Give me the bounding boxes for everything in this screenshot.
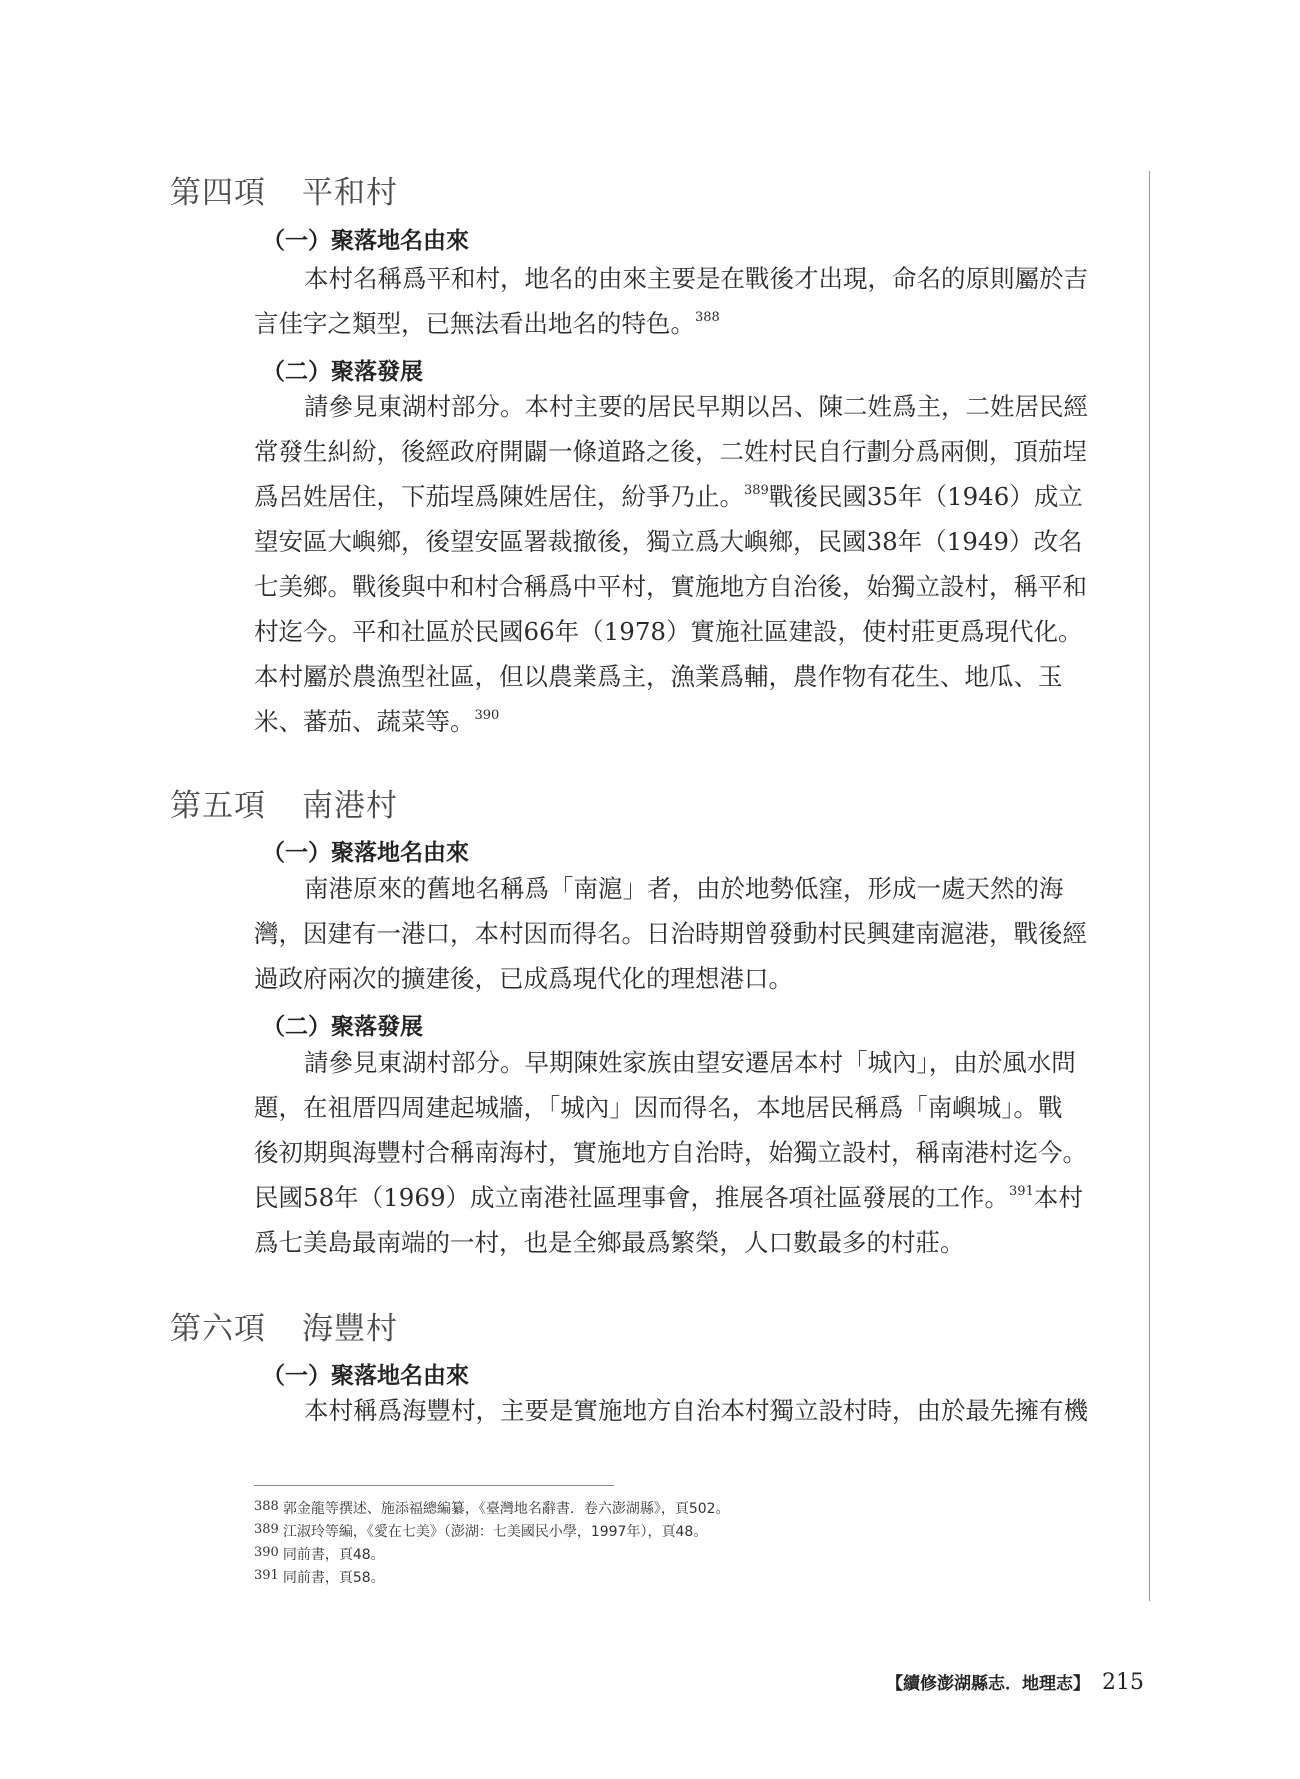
footnote: [254, 1521, 730, 1544]
text-line: 本村屬於農漁型社區，但以農業爲主，漁業爲輔，農作物有花生、地瓜、玉: [254, 662, 1063, 691]
footnote-text: 同前書，頁58。: [282, 1570, 385, 1586]
footnote: [254, 1498, 730, 1521]
section-number: 第六項: [170, 1311, 266, 1347]
section-number: 第四項: [170, 175, 266, 211]
footnote-ref: 388: [695, 310, 720, 325]
footnote-number: 388: [254, 1499, 279, 1514]
text-line: 民國58年（1969）成立南港社區理事會，推展各項社區發展的工作。$^{391}$本村: [254, 1183, 1083, 1212]
text-line: 請參見東湖村部分。本村主要的居民早期以呂、陳二姓爲主，二姓居民經: [304, 392, 1088, 421]
footnote: [254, 1567, 730, 1590]
subsection-heading: （一）聚落地名由來: [262, 839, 469, 866]
margin-rule: [1149, 171, 1150, 1601]
subsection-heading: （一）聚落地名由來: [262, 1362, 469, 1389]
section-title-5: [170, 780, 398, 825]
text-line: 爲七美島最南端的一村，也是全鄉最爲繁榮，人口數最多的村莊。: [254, 1228, 965, 1257]
footnote-separator: [254, 1485, 614, 1486]
running-footer: [886, 1669, 1144, 1695]
paragraph: [254, 1040, 1130, 1265]
text-line: 灣，因建有一港口，本村因而得名。日治時期曾發動村民興建南滬港，戰後經: [254, 919, 1087, 948]
footnote-text: 郭金龍等撰述、施添福總編纂，《臺灣地名辭書．卷六澎湖縣》，頁502。: [282, 1501, 730, 1517]
paragraph: [254, 1388, 1130, 1433]
book-title: 【續修澎湖縣志．地理志】: [886, 1674, 1090, 1694]
page-number: 215: [1102, 1670, 1144, 1695]
text-line: 望安區大嶼鄉，後望安區署裁撤後，獨立爲大嶼鄉，民國38年（1949）改名: [254, 527, 1083, 556]
text-line: 本村稱爲海豐村，主要是實施地方自治本村獨立設村時，由於最先擁有機: [304, 1396, 1088, 1425]
subsection-heading: （二）聚落發展: [262, 1013, 423, 1040]
footnote-ref: 390: [474, 708, 500, 723]
text-line: 請參見東湖村部分。早期陳姓家族由望安遷居本村「城內」，由於風水問: [304, 1048, 1076, 1077]
footnote: [254, 1544, 730, 1567]
section-name: 海豐村: [302, 1311, 398, 1347]
text-line: 後初期與海豐村合稱南海村，實施地方自治時，始獨立設村，稱南港村迄今。: [254, 1138, 1087, 1167]
section-number: 第五項: [170, 788, 266, 824]
footnote-text: 同前書，頁48。: [282, 1547, 385, 1563]
section-title-6: [170, 1303, 398, 1348]
text-line: 常發生糾紛，後經政府開闢一條道路之後，二姓村民自行劃分爲兩側，頂茄埕: [254, 437, 1087, 466]
section-name: 平和村: [302, 175, 398, 211]
text-line: 言佳字之類型，已無法看出地名的特色。$^{388}$: [254, 309, 720, 338]
paragraph: [254, 256, 1130, 346]
paragraph: [254, 866, 1130, 1001]
section-title-4: [170, 167, 398, 212]
text-line: 七美鄉。戰後與中和村合稱爲中平村，實施地方自治後，始獨立設村，稱平和: [254, 572, 1087, 601]
footnote-ref: 391: [1009, 1184, 1034, 1199]
text-line: 南港原來的舊地名稱爲「南滬」者，由於地勢低窪，形成一處天然的海: [304, 874, 1064, 903]
text-line: 過政府兩次的擴建後，已成爲現代化的理想港口。: [254, 964, 793, 993]
footnote-number: 390: [254, 1545, 279, 1560]
text-line: 題，在祖厝四周建起城牆，「城內」因而得名，本地居民稱爲「南嶼城」。戰: [254, 1093, 1063, 1122]
footnote-ref: 389: [744, 483, 769, 498]
footnote-number: 389: [254, 1522, 279, 1537]
text-line: 米、蕃茄、蔬菜等。$^{390}$: [254, 707, 500, 736]
footnotes: [254, 1498, 730, 1590]
subsection-heading: （一）聚落地名由來: [262, 227, 469, 254]
text-line: 本村名稱爲平和村，地名的由來主要是在戰後才出現，命名的原則屬於吉: [304, 264, 1088, 293]
text-line: 爲呂姓居住，下茄埕爲陳姓居住，紛爭乃止。$^{389}$戰後民國35年（1946）成立: [254, 482, 1083, 511]
section-name: 南港村: [302, 788, 398, 824]
text-line: 村迄今。平和社區於民國66年（1978）實施社區建設，使村莊更爲現代化。: [254, 617, 1083, 646]
footnote-number: 391: [254, 1568, 279, 1583]
footnote-text: 江淑玲等編，《愛在七美》（澎湖：七美國民小學，1997年），頁48。: [282, 1524, 708, 1540]
subsection-heading: （二）聚落發展: [262, 358, 423, 385]
paragraph: [254, 384, 1130, 744]
